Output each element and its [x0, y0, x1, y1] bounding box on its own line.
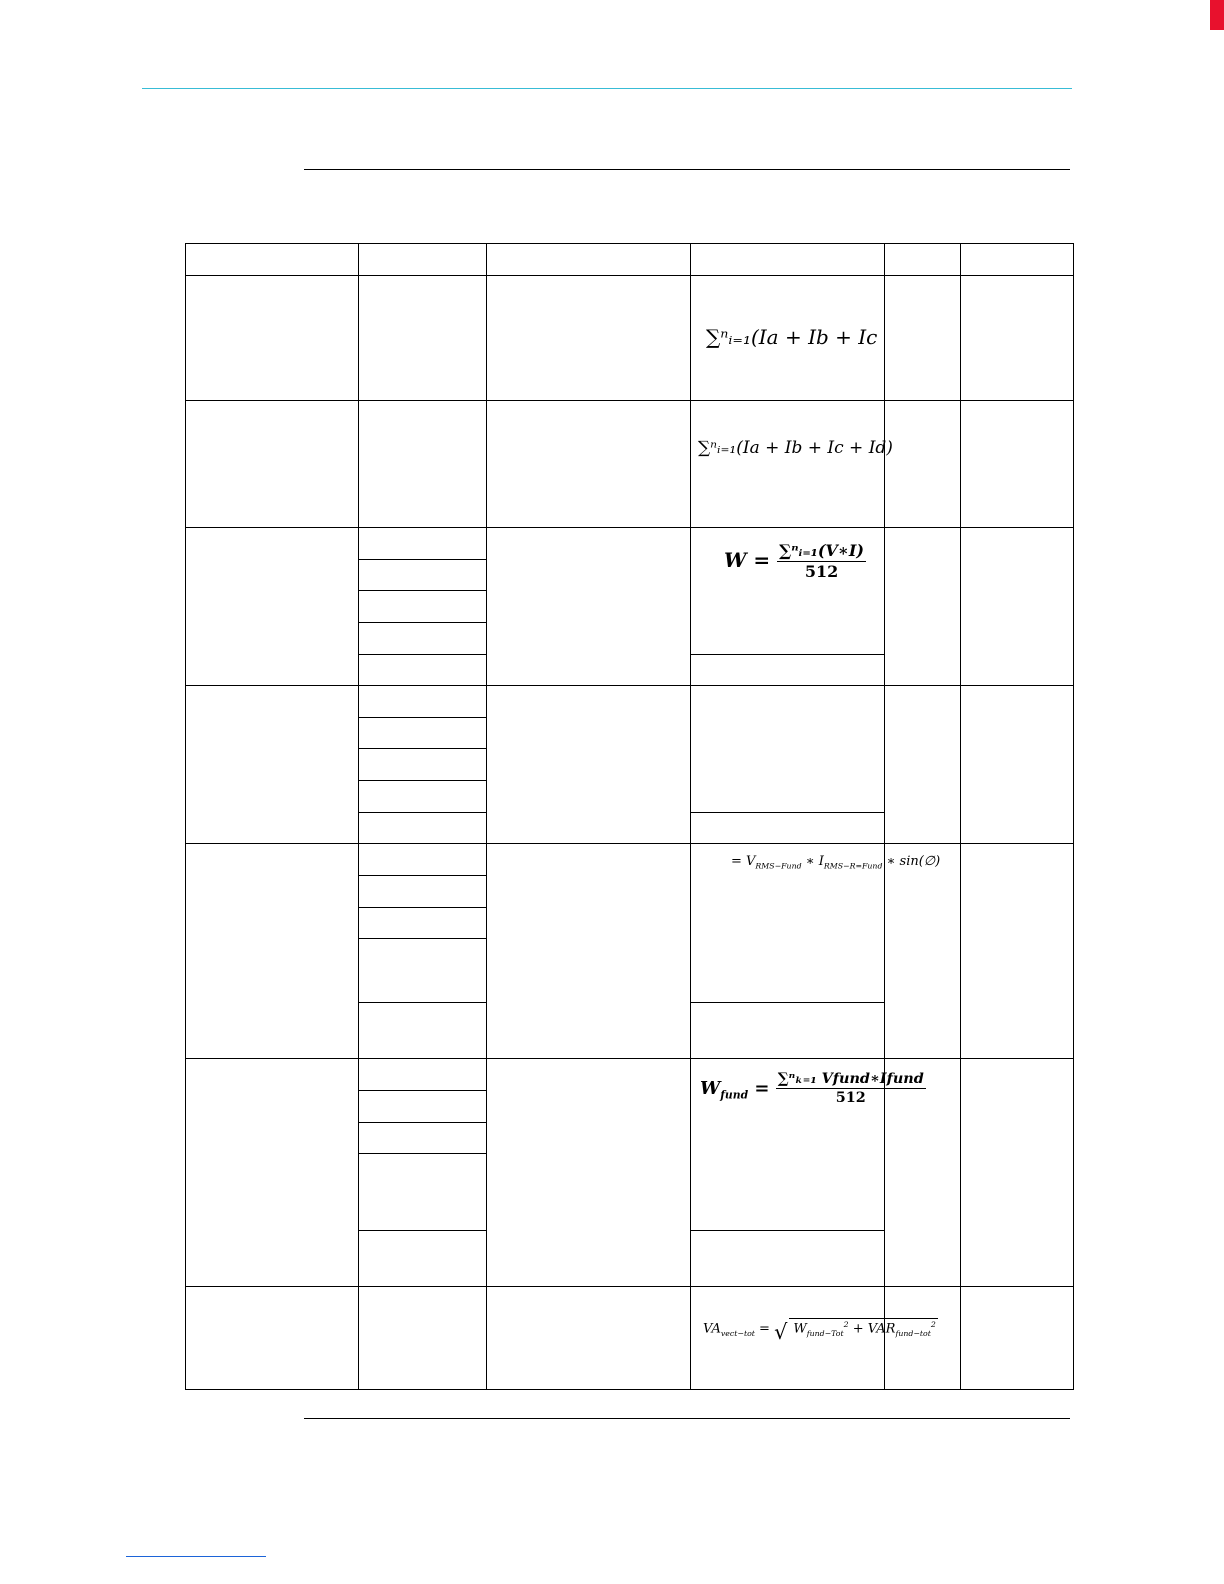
sub-row-divider [690, 1230, 884, 1231]
table-column-divider [884, 243, 885, 1390]
formula-var-term: = V [731, 854, 756, 869]
sub-row-divider [358, 812, 486, 813]
formula-va-equals: = [754, 1321, 770, 1337]
header-rule [142, 88, 1072, 89]
formula-wfund-numerator: ∑ⁿₖ₌₁ Vfund∗Ifund [776, 1072, 926, 1089]
sub-row-divider [358, 875, 486, 876]
formula-va-lhs: VA [703, 1321, 721, 1337]
formula-va-subscript: fund−Tot [806, 1328, 844, 1338]
sub-row-divider [358, 622, 486, 623]
formula-va-term: + VAR [848, 1321, 896, 1337]
sub-row-divider [358, 780, 486, 781]
sub-row-divider [358, 717, 486, 718]
sub-row-divider [358, 1153, 486, 1154]
formula-var-term: ∗ I [801, 854, 824, 869]
sub-row-divider [358, 1122, 486, 1123]
table-column-divider [358, 243, 359, 1390]
table-row-divider [185, 1058, 1074, 1059]
formula-var-subscript: RMS−R=Fund [823, 861, 883, 871]
sub-row-divider [358, 1090, 486, 1091]
sub-row-divider [690, 1002, 884, 1003]
table-row-divider [185, 400, 1074, 401]
formula-current-sum-four: ∑ⁿᵢ₌₁(Ia + Ib + Ic + Id) [698, 438, 893, 458]
formula-wfund-subscript: fund [720, 1088, 749, 1102]
sub-row-divider [358, 938, 486, 939]
sub-row-divider [358, 654, 486, 655]
radical-sign-icon: √ [774, 1320, 788, 1345]
sub-row-divider [358, 907, 486, 908]
formula-watt-fraction [777, 543, 866, 580]
sub-row-divider [358, 590, 486, 591]
table-column-divider [486, 243, 487, 1390]
edge-tab-marker [1210, 0, 1224, 30]
formula-va-radicand [789, 1318, 937, 1338]
sub-row-divider [690, 812, 884, 813]
formula-var-subscript: RMS−Fund [755, 861, 802, 871]
table-row-divider [185, 527, 1074, 528]
table-column-divider [960, 243, 961, 1390]
section-rule-top [304, 169, 1070, 170]
footer-link-underline [126, 1556, 266, 1557]
formula-va-term: W [793, 1321, 807, 1337]
formula-wfund-fraction [776, 1072, 926, 1106]
formula-va-vector-total [703, 1318, 938, 1343]
formula-watt-numerator: ∑ⁿᵢ₌₁(V∗I) [779, 541, 864, 560]
formula-var-fund [731, 855, 940, 870]
table-row-divider [185, 685, 1074, 686]
formula-wfund-lhs: W [700, 1077, 721, 1099]
sub-row-divider [358, 559, 486, 560]
formula-watt-lhs: W = [724, 548, 771, 572]
table-column-divider [690, 243, 691, 1390]
formula-current-sum-three: ∑ⁿᵢ₌₁(Ia + Ib + Ic [706, 325, 878, 349]
sub-row-divider [358, 1230, 486, 1231]
table-row-divider [185, 843, 1074, 844]
formula-va-exponent: 2 [930, 1320, 936, 1329]
formula-va-exponent: 2 [843, 1320, 849, 1329]
formula-var-term: ∗ sin(∅) [882, 854, 941, 869]
table-row-divider [185, 1286, 1074, 1287]
measurement-table [185, 243, 1074, 1390]
formula-wfund-denominator: 512 [835, 1089, 866, 1107]
formula-watt-fund [700, 1072, 926, 1106]
formula-watt-denominator: 512 [804, 562, 839, 581]
sub-row-divider [358, 748, 486, 749]
sub-row-divider [690, 654, 884, 655]
sub-row-divider [358, 1002, 486, 1003]
formula-va-subscript: vect−tot [720, 1328, 755, 1338]
formula-watt [724, 543, 866, 580]
formula-va-subscript: fund−tot [895, 1328, 931, 1338]
formula-wfund-equals: = [748, 1077, 770, 1099]
table-row-divider [185, 275, 1074, 276]
section-rule-bottom [304, 1418, 1070, 1419]
